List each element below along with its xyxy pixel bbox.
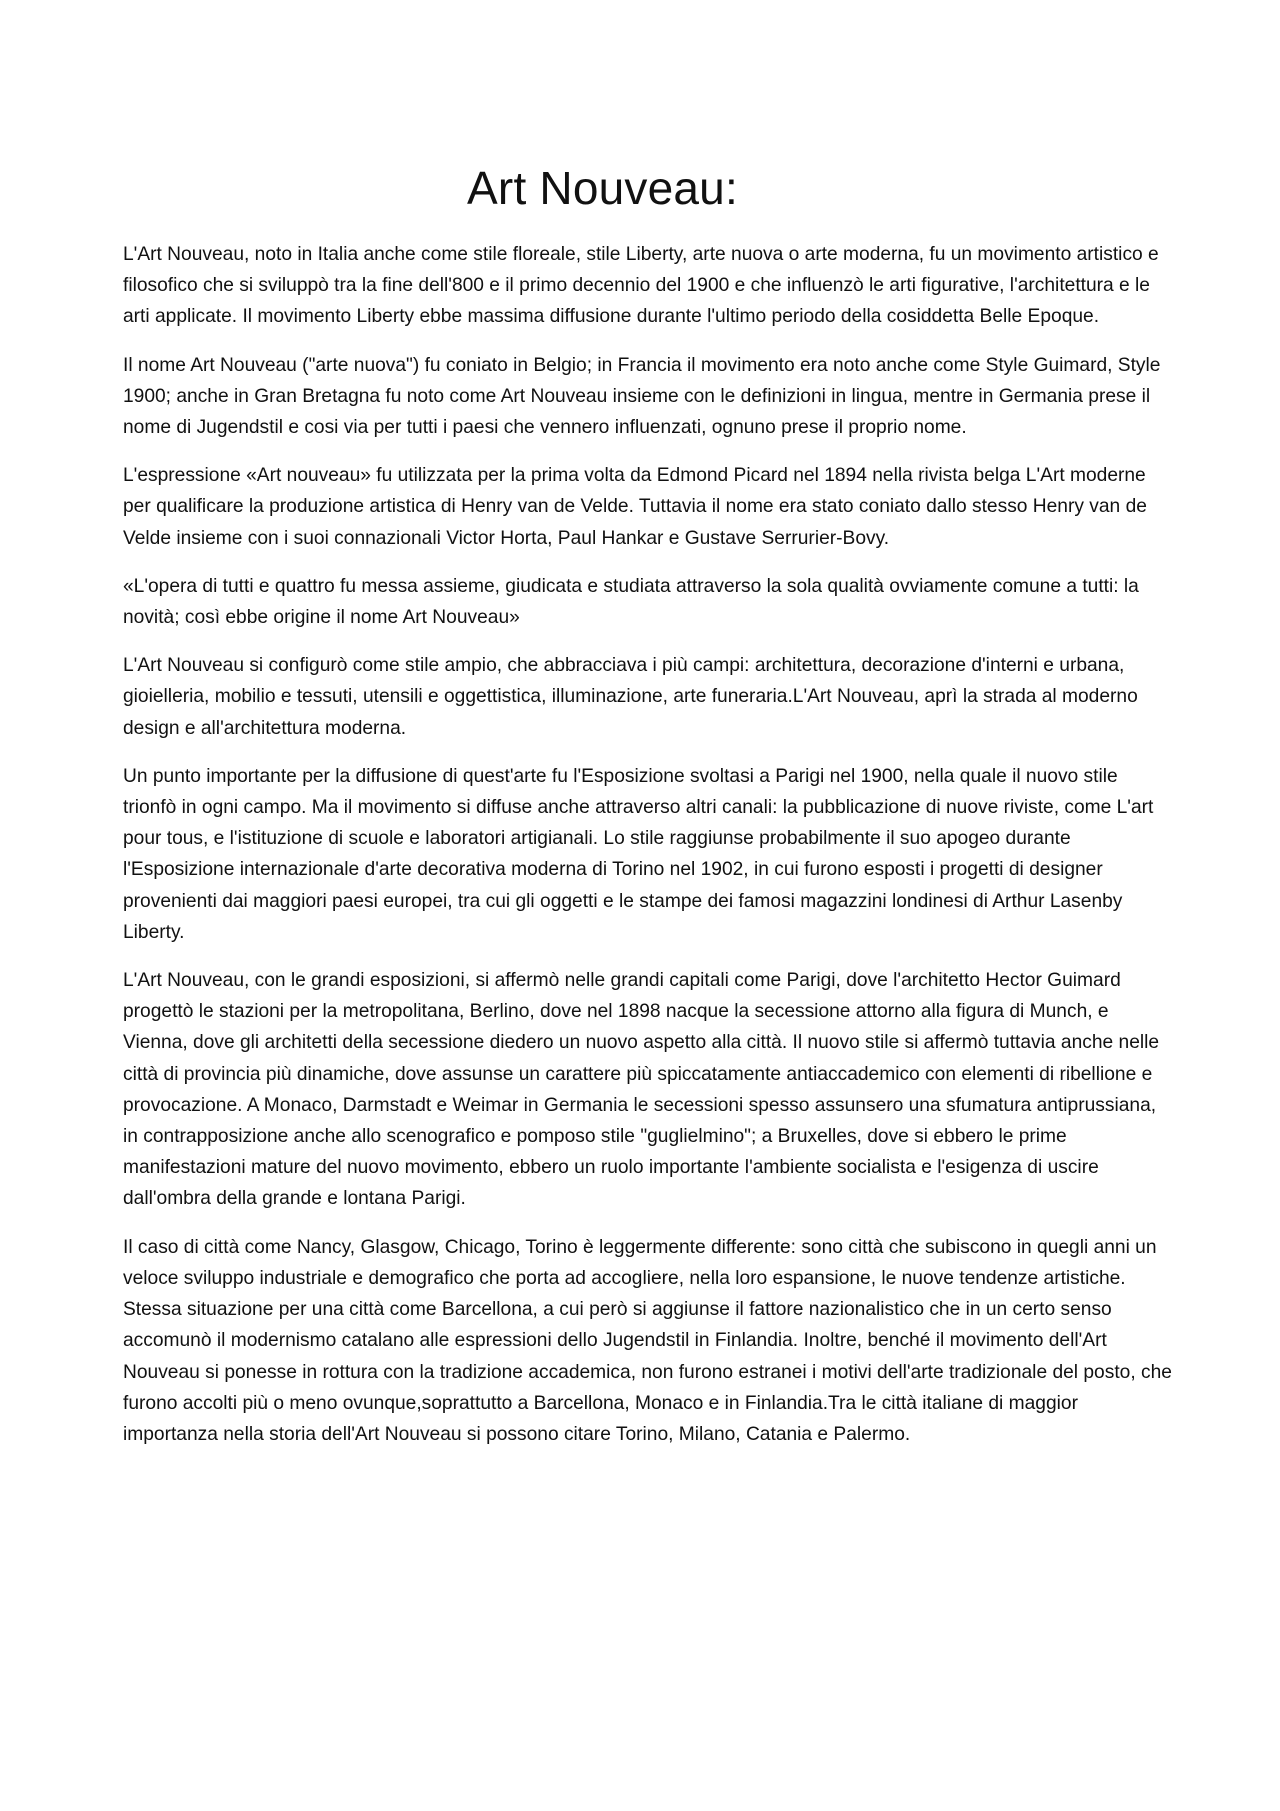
paragraph-7: L'Art Nouveau, con le grandi esposizioni, si affermò nelle grandi capitali come Parigi, dove l'architetto Hector Guimard progettò le stazioni per la metropolitana, Berlino, dove nel 1898 nacque la secessione attorno alla figura di Munch, e Vienna, dove gli architetti della secessione diedero un nuovo aspetto alla città. Il nuovo stile si affermò tuttavia anche nelle città di provincia più dinamiche, dove assunse un carattere più spiccatamente antiaccademico con elementi di ribellione e provocazione. A Monaco, Darmstadt e Weimar in Germania le secessioni spesso assunsero una sfumatura antiprussiana, in contrapposizione anche allo scenografico e pomposo stile "guglielmino"; a Bruxelles, dove si ebbero le prime manifestazioni mature del nuovo movimento, ebbero un ruolo importante l'ambiente socialista e l'esigenza di uscire dall'ombra della grande e lontana Parigi.: [123, 970, 1160, 1210]
paragraph-2: Il nome Art Nouveau ("arte nuova") fu coniato in Belgio; in Francia il movimento era noto anche come Style Guimard, Style 1900; anche in Gran Bretagna fu noto come Art Nouveau insieme con le definizioni in lingua, mentre in Germania prese il nome di Jugendstil e cosi via per tutti i paesi che vennero influenzati, ognuno prese il proprio nome.: [123, 354, 1161, 439]
document-body: [123, 239, 1173, 1467]
page-title: Art Nouveau:: [467, 162, 738, 214]
paragraph-1: L'Art Nouveau, noto in Italia anche come stile floreale, stile Liberty, arte nuova o arte moderna, fu un movimento artistico e filosofico che si sviluppò tra la fine dell'800 e il primo decennio del 1900 e che influenzò le arti figurative, l'architettura e le arti applicate. Il movimento Liberty ebbe massima diffusione durante l'ultimo periodo della cosiddetta Belle Epoque.: [123, 244, 1159, 328]
paragraph-8: Il caso di città come Nancy, Glasgow, Chicago, Torino è leggermente differente: sono città che subiscono in quegli anni un veloce sviluppo industriale e demografico che porta ad accogliere, nella loro espansione, le nuove tendenze artistiche. Stessa situazione per una città come Barcellona, a cui però si aggiunse il fattore nazionalistico che in un certo senso accomunò il modernismo catalano alle espressioni dello Jugendstil in Finlandia. Inoltre, benché il movimento dell'Art Nouveau si ponesse in rottura con la tradizione accademica, non furono estranei i motivi dell'arte tradizionale del posto, che furono accolti più o meno ovunque,soprattutto a Barcellona, Monaco e in Finlandia.Tra le città italiane di maggior importanza nella storia dell'Art Nouveau si possono citare Torino, Milano, Catania e Palermo.: [123, 1236, 1172, 1445]
paragraph-6: Un punto importante per la diffusione di quest'arte fu l'Esposizione svoltasi a Parigi nel 1900, nella quale il nuovo stile trionfò in ogni campo. Ma il movimento si diffuse anche attraverso altri canali: la pubblicazione di nuove riviste, come L'art pour tous, e l'istituzione di scuole e laboratori artigianali. Lo stile raggiunse probabilmente il suo apogeo durante l'Esposizione internazionale d'arte decorativa moderna di Torino nel 1902, in cui furono esposti i progetti di designer provenienti dai maggiori paesi europei, tra cui gli oggetti e le stampe dei famosi magazzini londinesi di Arthur Lasenby Liberty.: [123, 765, 1154, 943]
paragraph-4-quote: «L'opera di tutti e quattro fu messa assieme, giudicata e studiata attraverso la sola qualità ovviamente comune a tutti: la novità; così ebbe origine il nome Art Nouveau»: [123, 575, 1139, 629]
paragraph-5: L'Art Nouveau si configurò come stile ampio, che abbracciava i più campi: architettura, decorazione d'interni e urbana, gioielleria, mobilio e tessuti, utensili e oggettistica, illuminazione, arte funeraria.L'Art Nouveau, aprì la strada al moderno design e all'architettura moderna.: [123, 655, 1138, 739]
paragraph-3: L'espressione «Art nouveau» fu utilizzata per la prima volta da Edmond Picard nel 1894 nella rivista belga L'Art moderne per qualificare la produzione artistica di Henry van de Velde. Tuttavia il nome era stato coniato dallo stesso Henry van de Velde insieme con i suoi connazionali Victor Horta, Paul Hankar e Gustave Serrurier-Bovy.: [123, 465, 1147, 549]
